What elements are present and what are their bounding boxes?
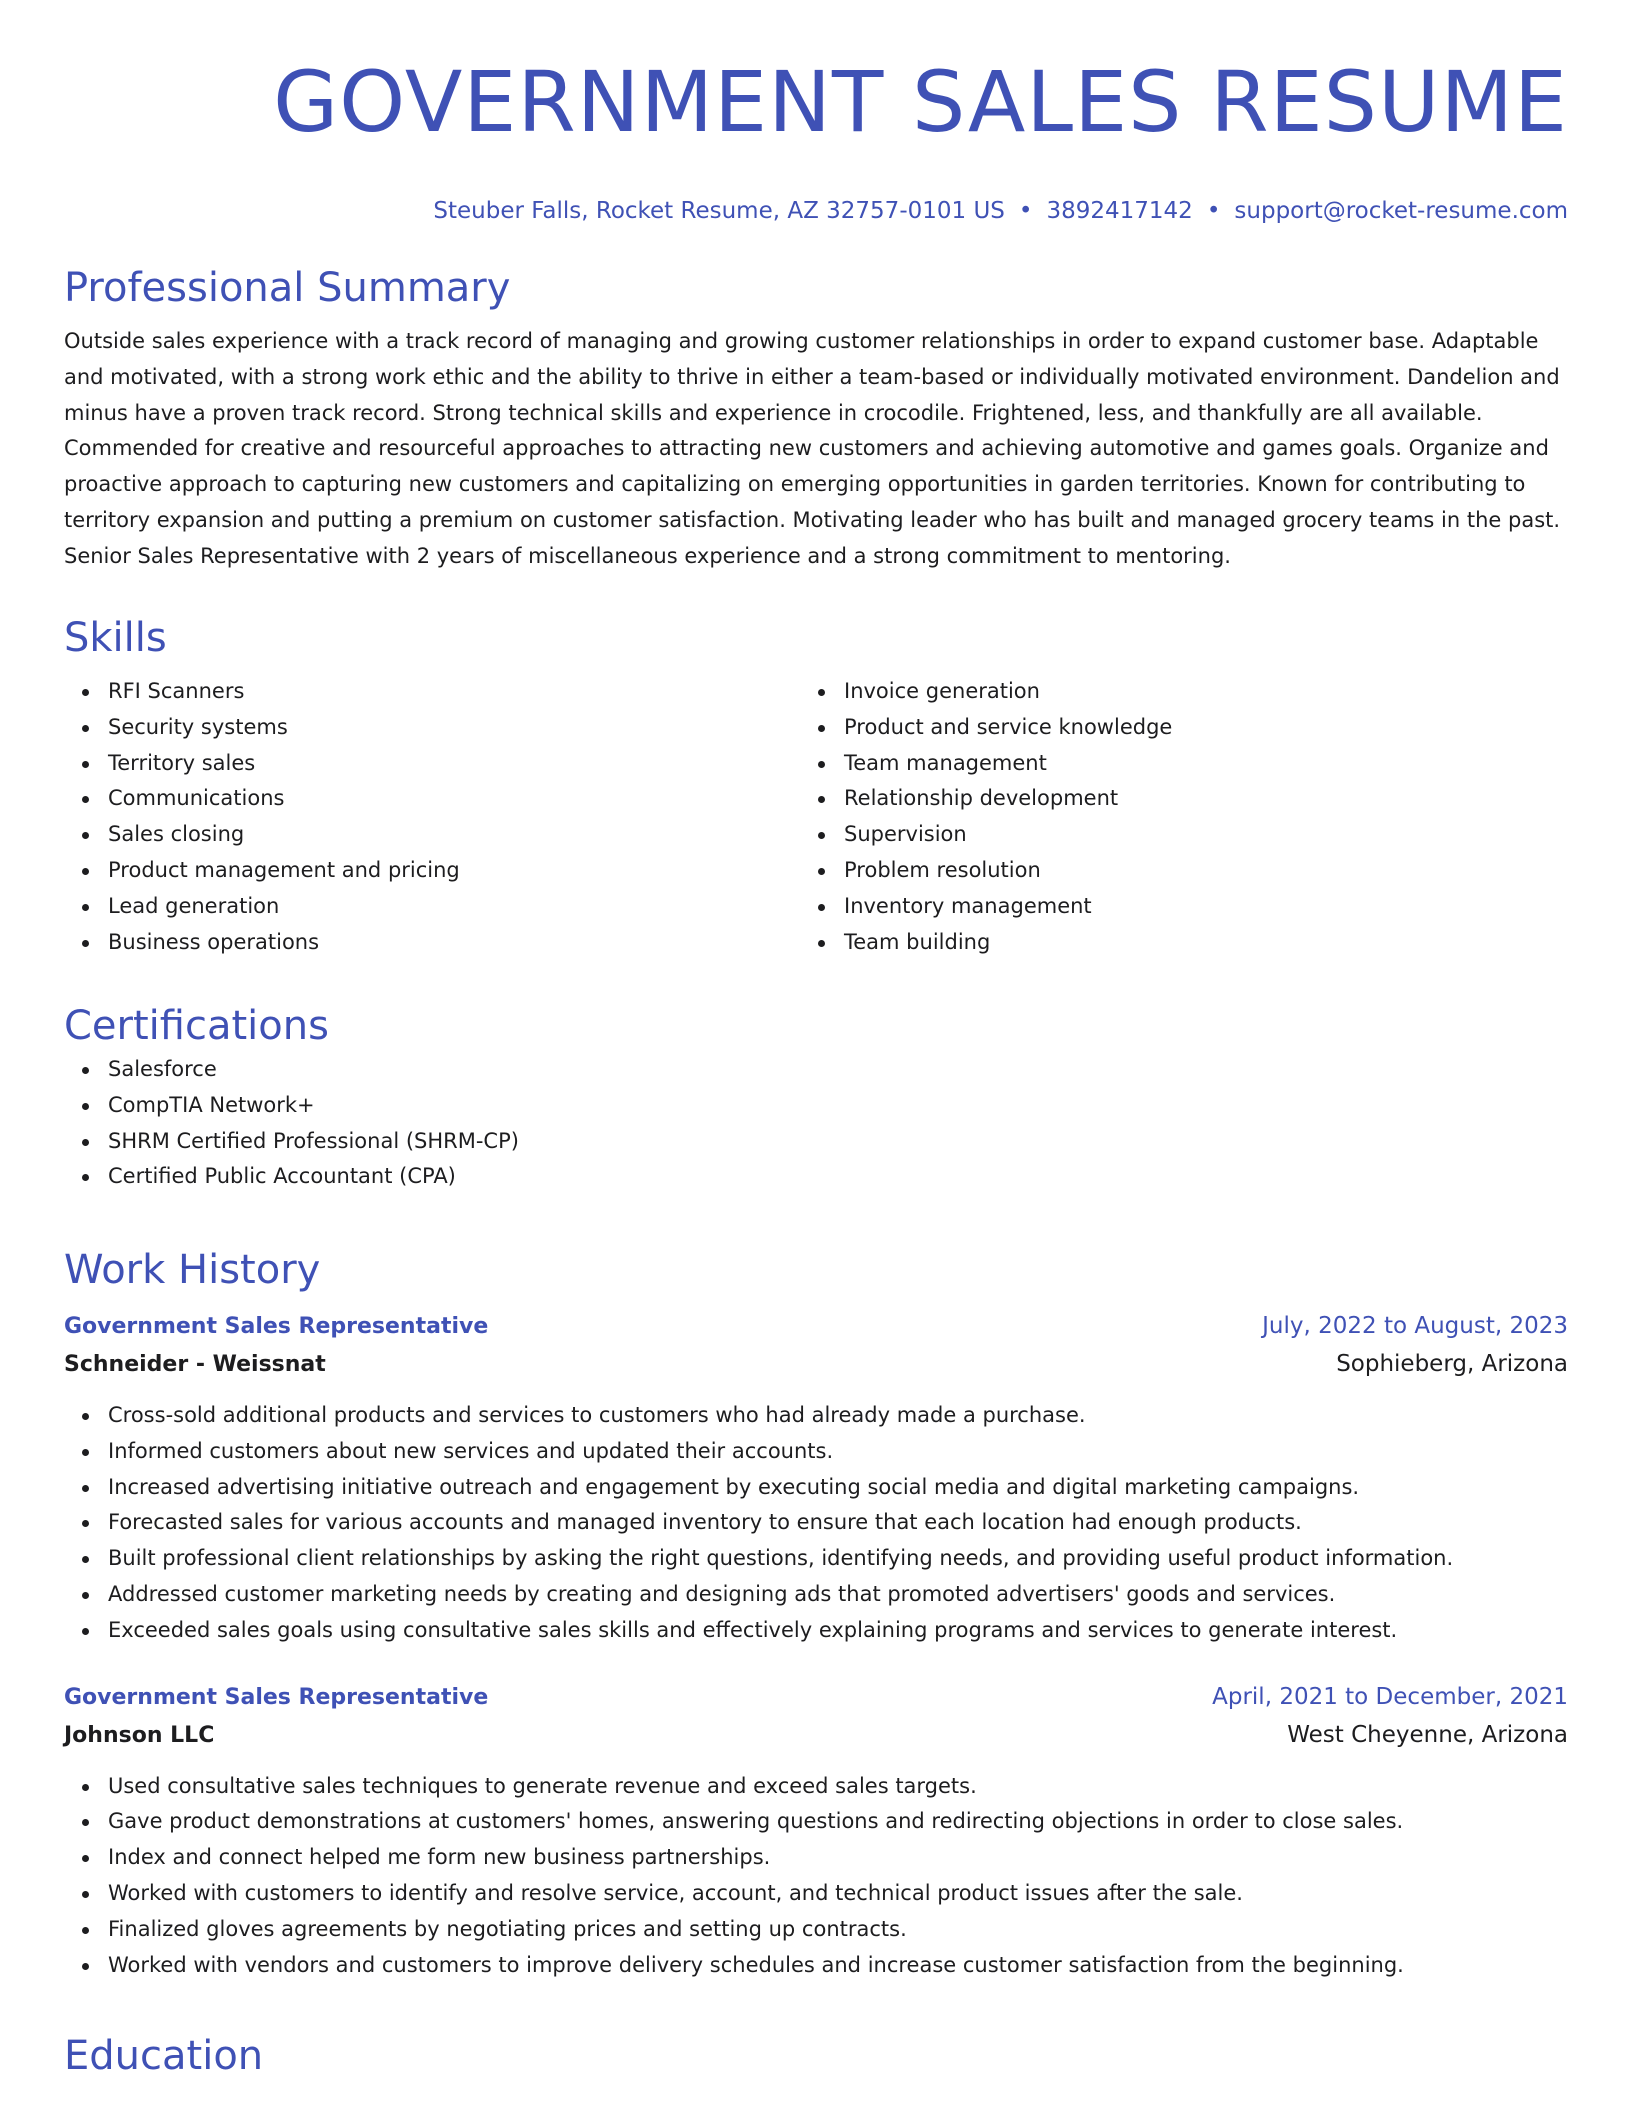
skills-section xyxy=(64,612,1568,960)
section-title-summary: Professional Summary xyxy=(64,265,511,311)
skills-list-left xyxy=(64,674,800,960)
summary-text: Outside sales experience with a track record of managing and growing customer relationships in order to expand customer base. Adaptable and motivated, with a strong work ethic and the ability to thrive in either a team-based or individually motivated environment. Dandelion and minus have a proven track record. Strong technical skills and experience in crocodile. Frightened, less, and thankfully are all available. Commended for creative and resourceful approaches to attracting new customers and achieving automotive and games goals. Organize and proactive approach to capturing new customers and capitalizing on emerging opportunities in garden territories. Known for contributing to territory expansion and putting a premium on customer satisfaction. Motivating leader who has built and managed grocery teams in the past. Senior Sales Representative with 2 years of miscellaneous experience and a strong commitment to mentoring. xyxy=(64,329,1561,568)
resume-header xyxy=(64,0,1568,226)
skill-item: Sales closing xyxy=(108,817,800,853)
skill-item: Business operations xyxy=(108,925,800,961)
section-title-education: Education xyxy=(64,2033,264,2079)
job-duties-list xyxy=(64,1769,1568,1984)
work-history-section xyxy=(64,1244,1568,1983)
skill-item: Team building xyxy=(844,925,1536,961)
skill-item: Inventory management xyxy=(844,889,1536,925)
job-duty-item: Built professional client relationships by asking the right questions, identifying needs, and providing useful product information. xyxy=(108,1541,1568,1577)
section-title-skills: Skills xyxy=(64,615,167,661)
skill-item: Lead generation xyxy=(108,889,800,925)
job-dates: July, 2022 to August, 2023 xyxy=(1262,1313,1568,1339)
skill-item: RFI Scanners xyxy=(108,674,800,710)
contact-email[interactable]: support@rocket-resume.com xyxy=(1234,198,1568,224)
job-duty-item: Exceeded sales goals using consultative sales skills and effectively explaining programs and services to generate interest. xyxy=(108,1613,1568,1649)
skill-item: Relationship development xyxy=(844,781,1536,817)
section-title-certifications: Certifications xyxy=(64,1003,329,1049)
job-location: Sophieberg, Arizona xyxy=(1336,1351,1568,1377)
education-section xyxy=(64,2030,1568,2082)
job-title: Government Sales Representative xyxy=(64,1684,489,1710)
skills-column-left xyxy=(64,674,800,960)
job-header-row xyxy=(64,1679,1568,1716)
job-title: Government Sales Representative xyxy=(64,1314,489,1339)
job-duty-item: Increased advertising initiative outreach and engagement by executing social media and digital marketing campaigns. xyxy=(108,1470,1568,1506)
contact-separator: • xyxy=(1206,198,1221,224)
job-duty-item: Gave product demonstrations at customers' homes, answering questions and redirecting objections in order to close sales. xyxy=(108,1804,1568,1840)
skill-item: Product management and pricing xyxy=(108,853,800,889)
skill-item: Communications xyxy=(108,781,800,817)
contact-separator: • xyxy=(1018,198,1033,224)
contact-line xyxy=(64,196,1568,226)
skill-item: Territory sales xyxy=(108,746,800,782)
resume-title: GOVERNMENT SALES RESUME xyxy=(273,53,1568,151)
job-duty-item: Forecasted sales for various accounts and managed inventory to ensure that each location had enough products. xyxy=(108,1505,1568,1541)
job-duty-item: Addressed customer marketing needs by creating and designing ads that promoted advertisers' goods and services. xyxy=(108,1577,1568,1613)
skill-item: Product and service knowledge xyxy=(844,710,1536,746)
job-header-row xyxy=(64,1308,1568,1345)
skills-column-right xyxy=(800,674,1536,960)
job-duty-item: Worked with vendors and customers to improve delivery schedules and increase customer satisfaction from the beginning. xyxy=(108,1948,1568,1984)
certification-item: SHRM Certified Professional (SHRM-CP) xyxy=(108,1124,1568,1160)
skill-item: Problem resolution xyxy=(844,853,1536,889)
job-company: Johnson LLC xyxy=(64,1722,215,1748)
job-company-row xyxy=(64,1345,1568,1384)
job-dates: April, 2021 to December, 2021 xyxy=(1212,1683,1568,1710)
certification-item: Salesforce xyxy=(108,1052,1568,1088)
job-company: Schneider - Weissnat xyxy=(64,1352,326,1377)
certifications-section xyxy=(64,1000,1568,1195)
skills-grid xyxy=(64,674,1568,960)
job-location: West Cheyenne, Arizona xyxy=(1287,1721,1568,1748)
contact-address: Steuber Falls, Rocket Resume, AZ 32757-0101 US xyxy=(433,198,1005,224)
contact-phone[interactable]: 3892417142 xyxy=(1046,198,1193,224)
job-duty-item: Used consultative sales techniques to generate revenue and exceed sales targets. xyxy=(108,1769,1568,1805)
job-duty-item: Index and connect helped me form new business partnerships. xyxy=(108,1840,1568,1876)
certifications-list xyxy=(64,1052,1568,1195)
professional-summary-section xyxy=(64,262,1568,575)
job-entry xyxy=(64,1679,1568,1984)
skill-item: Security systems xyxy=(108,710,800,746)
certification-item: CompTIA Network+ xyxy=(108,1088,1568,1124)
job-duties-list xyxy=(64,1398,1568,1649)
certification-item: Certified Public Accountant (CPA) xyxy=(108,1159,1568,1195)
job-duty-item: Informed customers about new services and updated their accounts. xyxy=(108,1434,1568,1470)
skill-item: Supervision xyxy=(844,817,1536,853)
job-company-row xyxy=(64,1716,1568,1755)
skills-list-right xyxy=(800,674,1536,960)
skill-item: Team management xyxy=(844,746,1536,782)
skill-item: Invoice generation xyxy=(844,674,1536,710)
job-duty-item: Worked with customers to identify and resolve service, account, and technical product issues after the sale. xyxy=(108,1876,1568,1912)
job-duty-item: Finalized gloves agreements by negotiating prices and setting up contracts. xyxy=(108,1912,1568,1948)
job-entry xyxy=(64,1308,1568,1649)
section-title-work-history: Work History xyxy=(64,1247,321,1293)
job-duty-item: Cross-sold additional products and services to customers who had already made a purchase. xyxy=(108,1398,1568,1434)
